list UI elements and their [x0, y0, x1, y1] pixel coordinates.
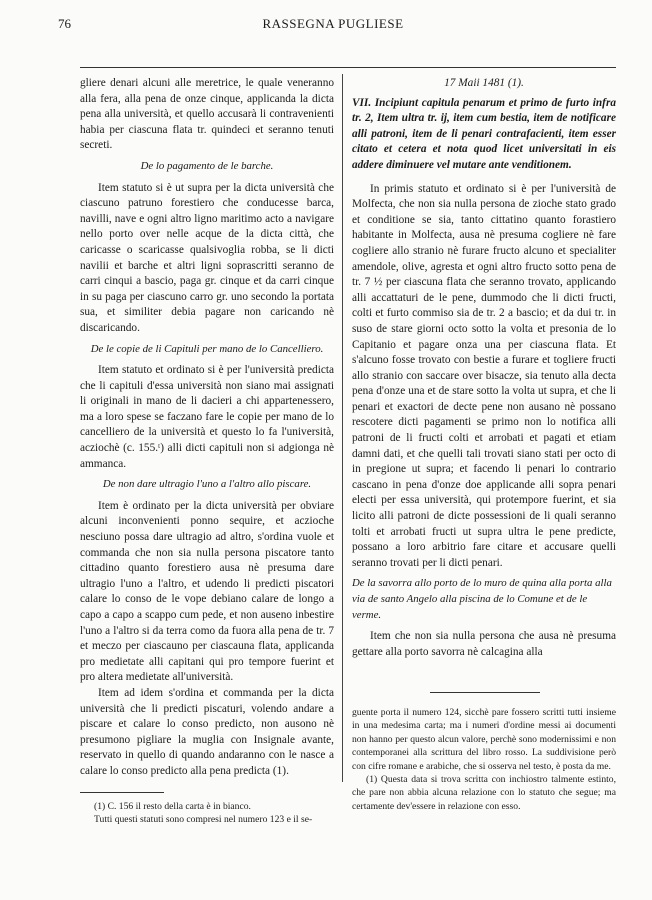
page-number: 76	[58, 16, 71, 31]
section-heading-savorra: De la savorra allo porto de lo muro de quina alla porta alla via de santo Angelo alla piscina de lo Comune et de le verme.	[352, 577, 612, 621]
column-divider	[342, 74, 343, 782]
running-header	[58, 16, 608, 36]
footnote-rule-left	[80, 792, 164, 793]
statute-date: 17 Maii 1481 (1).	[444, 77, 524, 89]
right-column	[352, 76, 616, 660]
left-column	[80, 76, 334, 780]
left-paragraph-3: Item statuto et ordinato si è per l'università predicta che li capituli d'essa università non siano mai assignati li originali in mano de li dacieri a chi appartenessero, ma a loro spese se faczano fare le copie per mano de lo cancelliero de la università et questo lo fa l'università, acziochè (c. 155.ᵗ) alli dicti capituli non si adgionga nè ammanca.	[80, 364, 334, 470]
left-paragraph-5: Item ad idem s'ordina et commanda per la dicta università che li predicti piscaturi, volendo andare a piscare et calare lo conso predicto, non ausono nè presumono pigliare la muglia con Insignale avante, reservato in quello di quando andaranno con le nasce a calare lo conso predicto alla pena predicta (1).	[80, 686, 334, 777]
footnote-rule-right	[430, 692, 540, 693]
footnote-left-2: Tutti questi statuti sono compresi nel numero 123 e il se-	[94, 814, 313, 826]
footnote-right-continuation: guente porta il numero 124, sicchè pare fossero scritti tutti insieme in una medesima carta; ma i numeri d'ordine messi ai documenti non hanno per questo alcun valore, perchè sono modernissimi e non contemporanei alla scrittura del libro rosso. La suddivisione però con cifre romane e arabiche, che si osserva nel testo, è posta da me.	[352, 707, 616, 772]
left-paragraph-1: gliere denari alcuni alle meretrice, le quale veneranno alla fera, alla pena de onze cinque, applicanda la dicta pena alla università, et quello accusarà li contravenienti habia per ciascuna flata tr. quindeci et seranno tenuti secreti.	[80, 77, 334, 152]
right-paragraph-2: Item che non sia nulla persona che ausa nè presuma gettare alla porto savorra nè calcagina alla	[352, 630, 616, 658]
left-paragraph-2: Item statuto si è ut supra per la dicta università che ciascuno patruno forestiero che conducesse barca, navilli, nave e ogni altro ligno maritimo acto a navigare nello porto over nelle acque de la dicta città, che caricasse o scaricasse qualsivoglia robba, se li dicti navilii et barche et altri ligni soprascritti seranno de carri cinqui a bascio, paga gr. cinque et da carri cinque in su paga per ciascuno carro gr. uno secondo la portata sua, et similiter debia pagare non caricando nè discaricando.	[80, 181, 334, 334]
footnotes-left	[80, 800, 334, 827]
footnotes-right	[352, 706, 616, 813]
section-heading-barche: De lo pagamento de le barche.	[140, 159, 274, 172]
section-heading-ultragio: De non dare ultragio l'uno a l'altro allo piscare.	[102, 478, 312, 491]
left-paragraph-4: Item è ordinato per la dicta università per obviare alcuni inconvenienti ponno sequire, et aczioche nesciuno possa dare ultragio ad altro, s'ordina vuole et commanda che non sia nulla persona piscatore tanto cittadino quanto forestiero ausa nè presuma dare ultragio l'uno a l'altro, et udendo li predicti piscatori calare lo conso de le vope debiano calare de longo a capo a capo a scappo cum pede, et non auseno inbestire l'uno a l'altro si da terra como da fuora alla pena de tr. 7 et meczo per ciascauno per ciascauna flata, applicanda pro medietate alli capitani qui pro tempore fuerint et pro altera medietate all'università.	[80, 499, 334, 684]
footnote-right-1: (1) Questa data si trova scritta con inchiostro talmente estinto, che pare non abbia alcuna relazione con lo statuto che segue; ma certamente dev'essere in relazione con esso.	[352, 774, 616, 812]
footnote-left-1: (1) C. 156 il resto della carta è in bianco.	[94, 801, 251, 812]
section-heading-copie: De le copie de li Capituli per mano de lo Cancelliero.	[90, 342, 324, 355]
journal-title: RASSEGNA PUGLIESE	[262, 16, 404, 31]
chapter-vii-heading: VII. Incipiunt capitula penarum et primo de furto infra tr. 2, Item ultra tr. ij, item cum bestia, item de notificare alli patroni, item de li penari contrafacienti, item esser citato et cetera et nota quod licet universitati in eis addere diminuere vel mutare ante venditionem.	[352, 96, 616, 171]
right-paragraph-1: In primis statuto et ordinato si è per l'università de Molfecta, che non sia nulla persona de zioche stato grado et conditione se sia, tanto cittatino quanto forastiero habitante in Molfecta, ausa nè presuma cogliere nè fare cogliere allo stranio nè furare fructo alcuno et specialiter amendole, olive, agresta et ogni altro fructo sotto pena de tr. 7 ½ per ciascuna flata che seranno trovato, applicando alli accattaturi de le pene, dummodo che li dicti fructi, colti et furto commiso sia de tr. 2 a bascio; et da dui tr. in suso de stare giorni octo sotto la volta et presonia de lo Capitanio et pagare onza una per ciascuna flata. Et s'alcuno fosse trovato con bestie a furare et togliere fructi allo stranio con saccare over bisacze, sia tenuto alla decta pena d'onze una et de stare sotto la volta ut supra, et che li penari et exactori de decte pene non ausano nè possano rescotere dicti pagamenti se primo non lo notifica alli patroni de li fructi colti et arrobati et pagati et etiam damni dati, et che quelli tali trovati siano stati per octo di in pregione ut supra; et facendo li penari lo contrario cascano in pena d'onze doe applicande alli sopra penari electi per essa università, qui protempore fuerint, et sia licito alli patroni de dicte possessioni de li quali seranno tolti et arrobati fructi ut supra ultra le pene predicte, possano a loro arbitrio fare citare et accusare quelli seranno trovati per li dicti penari.	[352, 182, 616, 569]
header-rule	[80, 67, 616, 68]
